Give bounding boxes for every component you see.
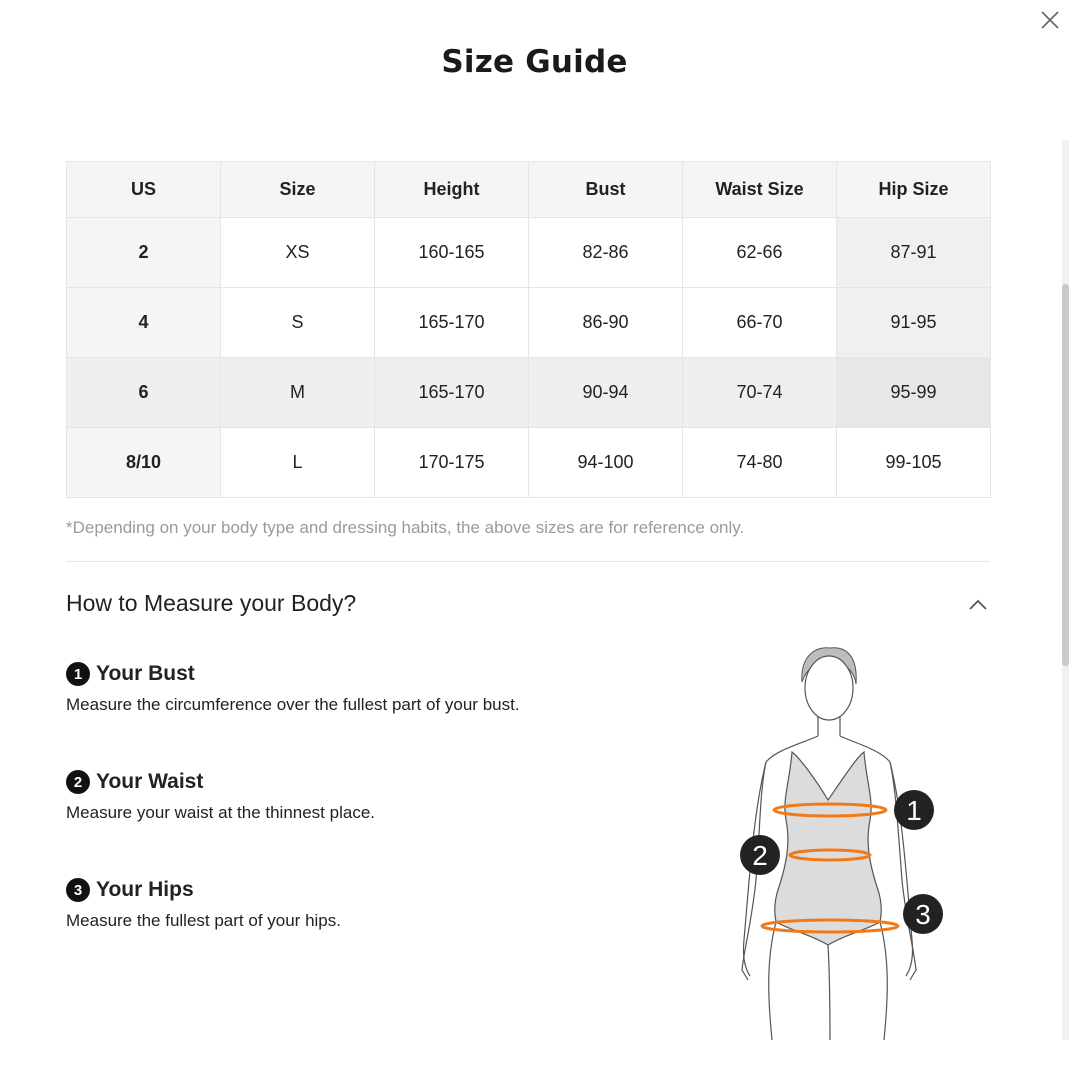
table-cell-size: S <box>221 288 375 358</box>
close-button[interactable] <box>1038 8 1062 32</box>
table-cell-height: 160-165 <box>375 218 529 288</box>
measure-hips <box>66 877 341 931</box>
measure-waist <box>66 769 375 823</box>
collapse-toggle[interactable] <box>966 594 990 614</box>
table-row <box>67 428 991 498</box>
table-cell-bust: 90-94 <box>529 358 683 428</box>
column-header-height: Height <box>375 162 529 218</box>
table-cell-hip: 95-99 <box>837 358 991 428</box>
hip-label: 3 <box>915 899 931 930</box>
table-cell-size: XS <box>221 218 375 288</box>
measure-description: Measure the circumference over the fullest part of your bust. <box>66 695 520 714</box>
table-cell-hip: 87-91 <box>837 218 991 288</box>
measure-title: Your Waist <box>96 770 204 793</box>
page-title: Size Guide <box>441 44 628 80</box>
table-cell-waist: 66-70 <box>683 288 837 358</box>
table-cell-us: 4 <box>67 288 221 358</box>
table-cell-bust: 94-100 <box>529 428 683 498</box>
table-cell-hip: 91-95 <box>837 288 991 358</box>
table-cell-size: L <box>221 428 375 498</box>
number-badge: 3 <box>66 878 90 902</box>
measure-description: Measure your waist at the thinnest place. <box>66 803 375 822</box>
body-measurement-figure <box>730 640 960 1040</box>
section-divider <box>66 561 990 562</box>
table-cell-waist: 70-74 <box>683 358 837 428</box>
table-cell-waist: 62-66 <box>683 218 837 288</box>
table-cell-us: 2 <box>67 218 221 288</box>
column-header-bust: Bust <box>529 162 683 218</box>
table-cell-size: M <box>221 358 375 428</box>
column-header-us: US <box>67 162 221 218</box>
table-cell-bust: 82-86 <box>529 218 683 288</box>
measure-description: Measure the fullest part of your hips. <box>66 911 341 930</box>
table-cell-height: 165-170 <box>375 288 529 358</box>
table-cell-height: 165-170 <box>375 358 529 428</box>
close-icon <box>1038 8 1062 32</box>
size-table <box>66 161 991 498</box>
table-cell-height: 170-175 <box>375 428 529 498</box>
measure-section-title[interactable]: How to Measure your Body? <box>66 590 357 616</box>
column-header-size: Size <box>221 162 375 218</box>
table-header-row <box>67 162 991 218</box>
waist-label: 2 <box>752 840 768 871</box>
bust-label: 1 <box>906 795 922 826</box>
table-row <box>67 288 991 358</box>
table-row <box>67 218 991 288</box>
table-cell-us: 8/10 <box>67 428 221 498</box>
column-header-hip: Hip Size <box>837 162 991 218</box>
number-badge: 2 <box>66 770 90 794</box>
measure-title: Your Bust <box>96 662 195 685</box>
measure-title: Your Hips <box>96 878 194 901</box>
table-cell-waist: 74-80 <box>683 428 837 498</box>
table-cell-bust: 86-90 <box>529 288 683 358</box>
table-cell-us: 6 <box>67 358 221 428</box>
number-badge: 1 <box>66 662 90 686</box>
measure-bust <box>66 661 520 715</box>
size-note: *Depending on your body type and dressing habits, the above sizes are for reference only. <box>66 518 745 537</box>
column-header-waist: Waist Size <box>683 162 837 218</box>
table-row <box>67 358 991 428</box>
table-cell-hip: 99-105 <box>837 428 991 498</box>
chevron-up-icon <box>966 594 990 614</box>
scrollbar-thumb[interactable] <box>1062 284 1069 666</box>
